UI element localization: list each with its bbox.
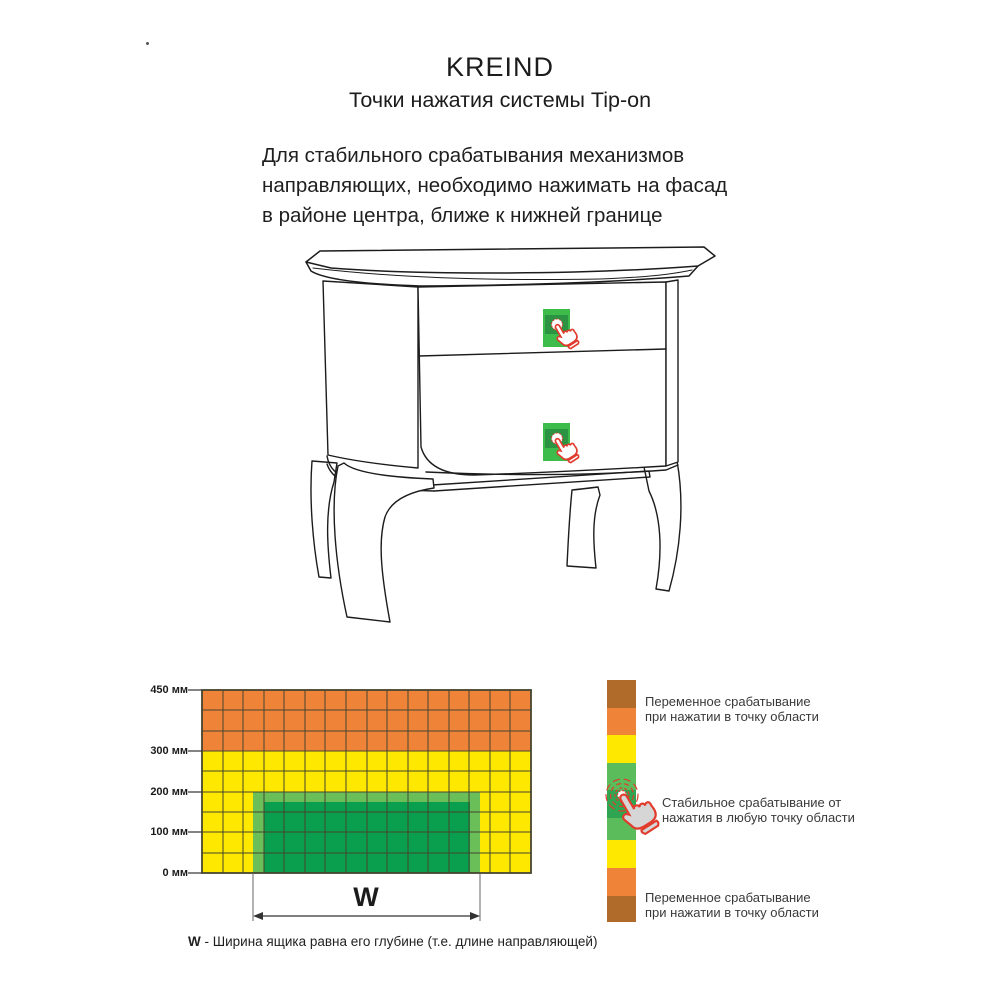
cabinet-top	[306, 247, 715, 273]
legend-item-stable	[662, 795, 855, 825]
legend-line: нажатия в любую точку области	[662, 810, 855, 825]
cabinet-illustration	[290, 244, 720, 634]
axis-tick-label: 300 мм	[150, 745, 188, 757]
legend-segment-brown	[607, 896, 636, 922]
axis-tick-label: 0 мм	[162, 867, 188, 879]
intro-paragraph	[262, 141, 782, 231]
legend-segment-orange	[607, 868, 636, 896]
arrowhead-right	[470, 912, 480, 920]
cabinet-front-right-leg	[567, 487, 600, 568]
cabinet-back-left-leg	[311, 461, 337, 578]
cabinet-right-edge	[666, 280, 678, 466]
legend-line: Стабильное срабатывание от	[662, 795, 842, 810]
legend-item-variable-top	[645, 694, 819, 724]
legend-line: Переменное срабатывание	[645, 890, 811, 905]
legend-item-variable-bottom	[645, 890, 819, 920]
cabinet-side-panel	[323, 281, 418, 468]
legend-segment-yellow	[607, 735, 636, 763]
caption-w: W	[188, 934, 201, 949]
legend-line: при нажатии в точку области	[645, 709, 819, 724]
cabinet-linework	[306, 247, 715, 622]
cabinet-front-left-leg	[334, 463, 434, 622]
axis-tick-label: 100 мм	[150, 826, 188, 838]
cabinet-front-face	[418, 282, 666, 475]
intro-line: в районе центра, ближе к нижней границе	[262, 204, 663, 227]
legend-line: Переменное срабатывание	[645, 694, 811, 709]
intro-line: направляющих, необходимо нажимать на фасад	[262, 174, 728, 197]
page-subtitle: Точки нажатия системы Tip-on	[348, 88, 652, 112]
intro-line: Для стабильного срабатывания механизмов	[262, 144, 685, 167]
legend-segment-brown	[607, 680, 636, 708]
legend-line: при нажатии в точку области	[645, 905, 819, 920]
width-label: W	[353, 882, 379, 912]
legend-segment-orange	[607, 708, 636, 735]
axis-tick-marks	[188, 690, 202, 873]
brand-title: KREIND	[445, 52, 554, 82]
legend-segment-yellow	[607, 840, 636, 868]
diagram-caption	[188, 934, 597, 949]
cabinet-back-right-leg	[644, 461, 681, 591]
axis-tick-label: 200 мм	[150, 786, 188, 798]
stray-mark	[146, 42, 149, 45]
arrowhead-left	[253, 912, 263, 920]
axis-tick-label: 450 мм	[150, 684, 188, 696]
caption-text: - Ширина ящика равна его глубине (т.е. длине направляющей)	[200, 934, 598, 949]
